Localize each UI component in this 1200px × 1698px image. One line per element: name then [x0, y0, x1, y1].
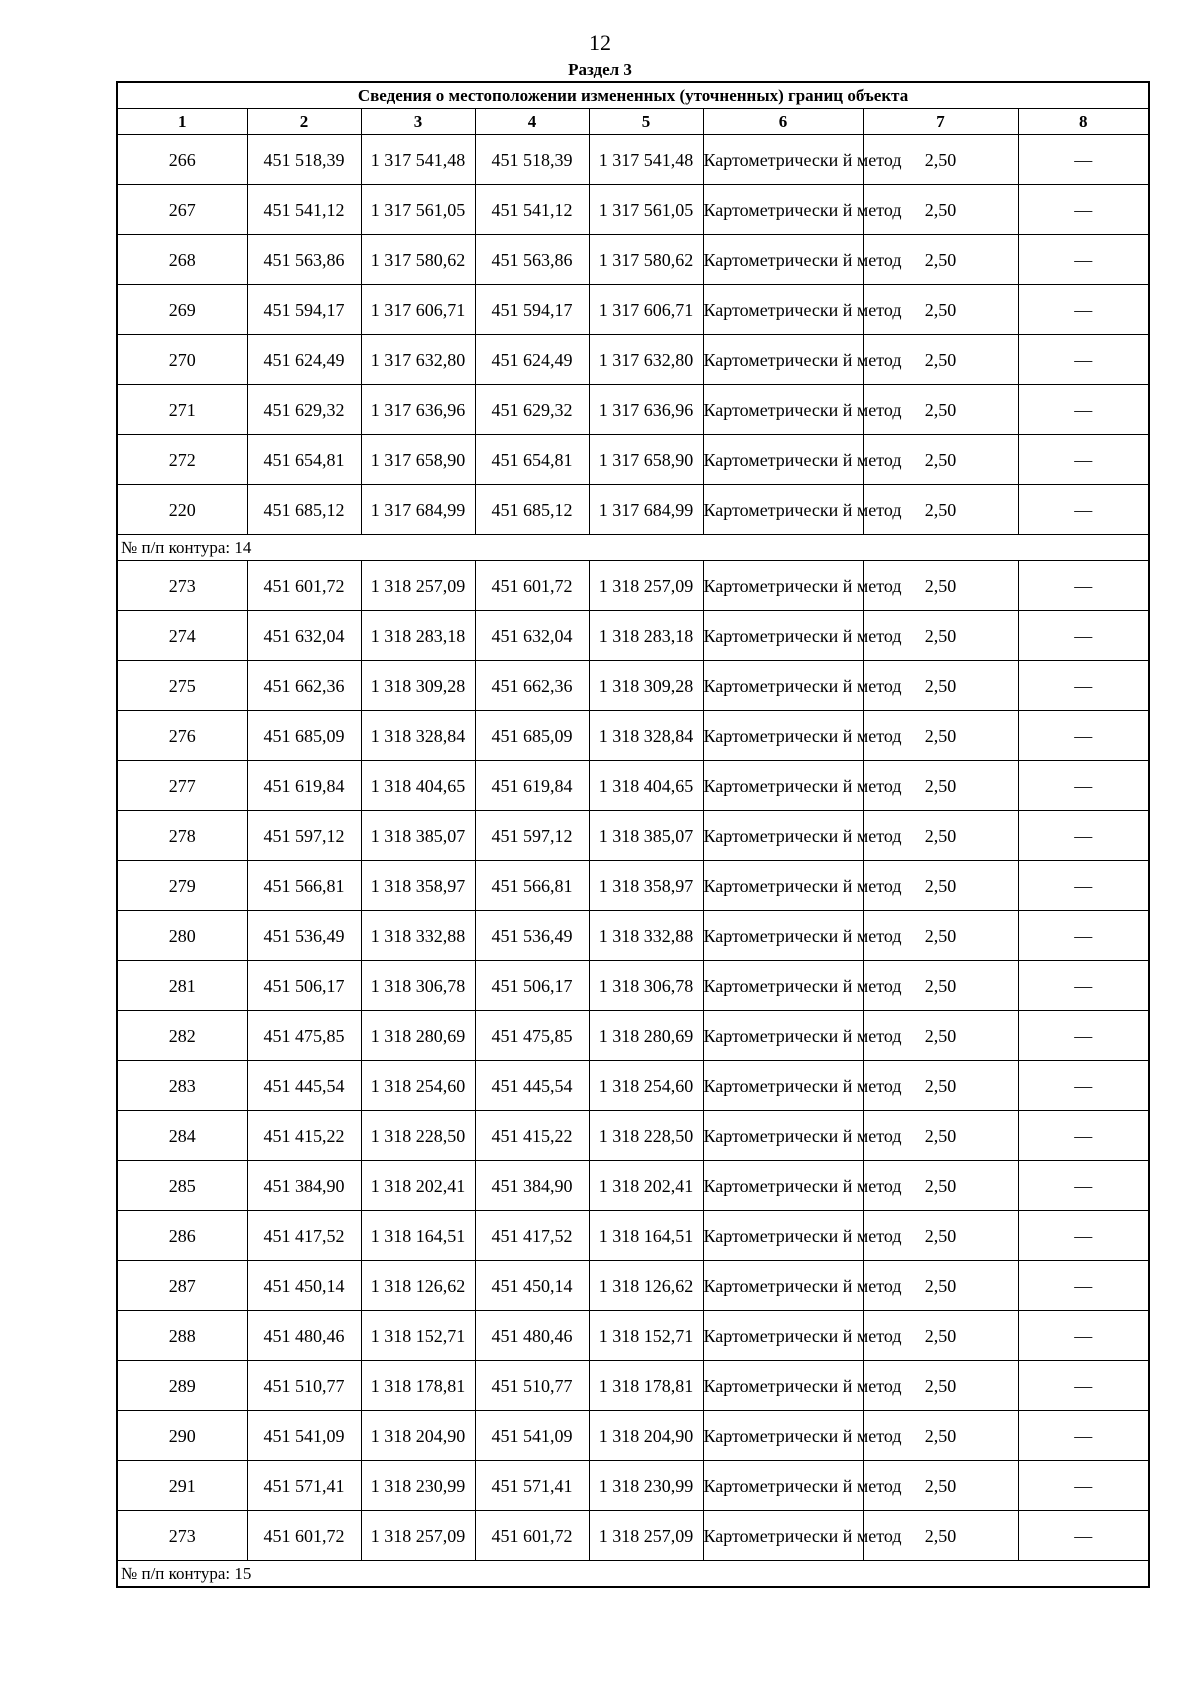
- y-coord-cell: 1 318 280,69: [589, 1011, 703, 1061]
- method-cell: Картометрически й метод: [703, 1511, 863, 1561]
- x-coord-cell: 451 654,81: [247, 435, 361, 485]
- column-header: 7: [863, 109, 1018, 135]
- point-number-cell: 283: [117, 1061, 247, 1111]
- x-coord-cell: 451 384,90: [247, 1161, 361, 1211]
- y-coord-cell: 1 317 636,96: [589, 385, 703, 435]
- point-number-cell: 272: [117, 435, 247, 485]
- accuracy-cell: 2,50: [863, 1061, 1018, 1111]
- table-row: [117, 1511, 1149, 1561]
- x-coord-cell: 451 624,49: [247, 335, 361, 385]
- x-coord-cell: 451 685,12: [247, 485, 361, 535]
- x-coord-cell: 451 510,77: [247, 1361, 361, 1411]
- method-cell: Картометрически й метод: [703, 135, 863, 185]
- x-coord-cell: 451 445,54: [247, 1061, 361, 1111]
- point-number-cell: 274: [117, 611, 247, 661]
- point-number-cell: 267: [117, 185, 247, 235]
- x-coord-cell: 451 475,85: [247, 1011, 361, 1061]
- method-cell: Картометрически й метод: [703, 961, 863, 1011]
- point-number-cell: 282: [117, 1011, 247, 1061]
- table-row: [117, 761, 1149, 811]
- y-coord-cell: 1 317 684,99: [589, 485, 703, 535]
- description-cell: —: [1018, 235, 1149, 285]
- accuracy-cell: 2,50: [863, 1511, 1018, 1561]
- method-cell: Картометрически й метод: [703, 1461, 863, 1511]
- accuracy-cell: 2,50: [863, 285, 1018, 335]
- x-coord-cell: 451 415,22: [247, 1111, 361, 1161]
- point-number-cell: 280: [117, 911, 247, 961]
- table-row: [117, 435, 1149, 485]
- y-coord-cell: 1 318 204,90: [589, 1411, 703, 1461]
- contour-label: № п/п контура: 14: [117, 535, 1149, 561]
- y-coord-cell: 1 317 580,62: [589, 235, 703, 285]
- column-header: 2: [247, 109, 361, 135]
- description-cell: —: [1018, 611, 1149, 661]
- table-row: [117, 285, 1149, 335]
- accuracy-cell: 2,50: [863, 1111, 1018, 1161]
- table-row: [117, 1411, 1149, 1461]
- table-row: [117, 135, 1149, 185]
- table-row: [117, 961, 1149, 1011]
- point-number-cell: 286: [117, 1211, 247, 1261]
- method-cell: Картометрически й метод: [703, 861, 863, 911]
- y-coord-cell: 1 317 632,80: [589, 335, 703, 385]
- x-coord-cell: 451 445,54: [475, 1061, 589, 1111]
- table-row: [117, 911, 1149, 961]
- x-coord-cell: 451 536,49: [247, 911, 361, 961]
- x-coord-cell: 451 571,41: [247, 1461, 361, 1511]
- x-coord-cell: 451 662,36: [475, 661, 589, 711]
- method-cell: Картометрически й метод: [703, 1211, 863, 1261]
- column-header: 1: [117, 109, 247, 135]
- accuracy-cell: 2,50: [863, 911, 1018, 961]
- table-row: [117, 1061, 1149, 1111]
- y-coord-cell: 1 318 257,09: [361, 561, 475, 611]
- x-coord-cell: 451 597,12: [475, 811, 589, 861]
- accuracy-cell: 2,50: [863, 335, 1018, 385]
- accuracy-cell: 2,50: [863, 1011, 1018, 1061]
- method-cell: Картометрически й метод: [703, 1011, 863, 1061]
- y-coord-cell: 1 318 202,41: [361, 1161, 475, 1211]
- point-number-cell: 271: [117, 385, 247, 435]
- point-number-cell: 278: [117, 811, 247, 861]
- y-coord-cell: 1 318 283,18: [589, 611, 703, 661]
- table-row: [117, 1211, 1149, 1261]
- description-cell: —: [1018, 711, 1149, 761]
- method-cell: Картометрически й метод: [703, 1311, 863, 1361]
- table-row: [117, 185, 1149, 235]
- x-coord-cell: 451 480,46: [475, 1311, 589, 1361]
- x-coord-cell: 451 662,36: [247, 661, 361, 711]
- accuracy-cell: 2,50: [863, 235, 1018, 285]
- table-row: [117, 1261, 1149, 1311]
- method-cell: Картометрически й метод: [703, 435, 863, 485]
- column-header: 3: [361, 109, 475, 135]
- method-cell: Картометрически й метод: [703, 1261, 863, 1311]
- accuracy-cell: 2,50: [863, 1311, 1018, 1361]
- y-coord-cell: 1 318 230,99: [361, 1461, 475, 1511]
- table-row: [117, 1161, 1149, 1211]
- y-coord-cell: 1 318 228,50: [361, 1111, 475, 1161]
- y-coord-cell: 1 318 404,65: [361, 761, 475, 811]
- y-coord-cell: 1 318 358,97: [589, 861, 703, 911]
- x-coord-cell: 451 541,12: [247, 185, 361, 235]
- y-coord-cell: 1 318 257,09: [361, 1511, 475, 1561]
- x-coord-cell: 451 384,90: [475, 1161, 589, 1211]
- description-cell: —: [1018, 385, 1149, 435]
- method-cell: Картометрически й метод: [703, 1161, 863, 1211]
- accuracy-cell: 2,50: [863, 1361, 1018, 1411]
- y-coord-cell: 1 317 606,71: [361, 285, 475, 335]
- y-coord-cell: 1 318 283,18: [361, 611, 475, 661]
- y-coord-cell: 1 318 126,62: [361, 1261, 475, 1311]
- y-coord-cell: 1 318 280,69: [361, 1011, 475, 1061]
- point-number-cell: 281: [117, 961, 247, 1011]
- method-cell: Картометрически й метод: [703, 711, 863, 761]
- y-coord-cell: 1 318 306,78: [361, 961, 475, 1011]
- description-cell: —: [1018, 1111, 1149, 1161]
- x-coord-cell: 451 654,81: [475, 435, 589, 485]
- point-number-cell: 273: [117, 1511, 247, 1561]
- x-coord-cell: 451 536,49: [475, 911, 589, 961]
- x-coord-cell: 451 601,72: [247, 561, 361, 611]
- x-coord-cell: 451 594,17: [247, 285, 361, 335]
- y-coord-cell: 1 318 204,90: [361, 1411, 475, 1461]
- method-cell: Картометрически й метод: [703, 185, 863, 235]
- y-coord-cell: 1 318 152,71: [361, 1311, 475, 1361]
- x-coord-cell: 451 597,12: [247, 811, 361, 861]
- y-coord-cell: 1 317 684,99: [361, 485, 475, 535]
- table-row: [117, 561, 1149, 611]
- y-coord-cell: 1 318 385,07: [589, 811, 703, 861]
- accuracy-cell: 2,50: [863, 385, 1018, 435]
- coordinates-table: [116, 81, 1150, 1588]
- table-header-row: [117, 109, 1149, 135]
- accuracy-cell: 2,50: [863, 135, 1018, 185]
- description-cell: —: [1018, 961, 1149, 1011]
- accuracy-cell: 2,50: [863, 485, 1018, 535]
- description-cell: —: [1018, 185, 1149, 235]
- accuracy-cell: 2,50: [863, 1411, 1018, 1461]
- x-coord-cell: 451 450,14: [247, 1261, 361, 1311]
- point-number-cell: 287: [117, 1261, 247, 1311]
- point-number-cell: 288: [117, 1311, 247, 1361]
- y-coord-cell: 1 318 309,28: [361, 661, 475, 711]
- x-coord-cell: 451 415,22: [475, 1111, 589, 1161]
- accuracy-cell: 2,50: [863, 761, 1018, 811]
- table-row: [117, 811, 1149, 861]
- y-coord-cell: 1 317 606,71: [589, 285, 703, 335]
- description-cell: —: [1018, 1461, 1149, 1511]
- method-cell: Картометрически й метод: [703, 485, 863, 535]
- accuracy-cell: 2,50: [863, 1161, 1018, 1211]
- accuracy-cell: 2,50: [863, 1461, 1018, 1511]
- x-coord-cell: 451 632,04: [475, 611, 589, 661]
- contour-row: [117, 1561, 1149, 1588]
- y-coord-cell: 1 318 385,07: [361, 811, 475, 861]
- accuracy-cell: 2,50: [863, 811, 1018, 861]
- y-coord-cell: 1 317 580,62: [361, 235, 475, 285]
- x-coord-cell: 451 510,77: [475, 1361, 589, 1411]
- description-cell: —: [1018, 661, 1149, 711]
- description-cell: —: [1018, 435, 1149, 485]
- description-cell: —: [1018, 1511, 1149, 1561]
- method-cell: Картометрически й метод: [703, 285, 863, 335]
- y-coord-cell: 1 318 126,62: [589, 1261, 703, 1311]
- x-coord-cell: 451 601,72: [475, 561, 589, 611]
- description-cell: —: [1018, 1311, 1149, 1361]
- description-cell: —: [1018, 1061, 1149, 1111]
- x-coord-cell: 451 571,41: [475, 1461, 589, 1511]
- section-title: Раздел 3: [568, 60, 632, 79]
- y-coord-cell: 1 318 164,51: [361, 1211, 475, 1261]
- x-coord-cell: 451 594,17: [475, 285, 589, 335]
- x-coord-cell: 451 417,52: [475, 1211, 589, 1261]
- method-cell: Картометрически й метод: [703, 1061, 863, 1111]
- x-coord-cell: 451 506,17: [247, 961, 361, 1011]
- method-cell: Картометрически й метод: [703, 661, 863, 711]
- description-cell: —: [1018, 761, 1149, 811]
- point-number-cell: 276: [117, 711, 247, 761]
- point-number-cell: 268: [117, 235, 247, 285]
- table-row: [117, 1311, 1149, 1361]
- description-cell: —: [1018, 285, 1149, 335]
- x-coord-cell: 451 632,04: [247, 611, 361, 661]
- table-caption: Сведения о местоположении измененных (уточненных) границ объекта: [117, 82, 1149, 109]
- y-coord-cell: 1 318 257,09: [589, 1511, 703, 1561]
- table-row: [117, 235, 1149, 285]
- method-cell: Картометрически й метод: [703, 1411, 863, 1461]
- method-cell: Картометрически й метод: [703, 235, 863, 285]
- y-coord-cell: 1 318 358,97: [361, 861, 475, 911]
- x-coord-cell: 451 566,81: [247, 861, 361, 911]
- x-coord-cell: 451 541,09: [475, 1411, 589, 1461]
- point-number-cell: 273: [117, 561, 247, 611]
- x-coord-cell: 451 475,85: [475, 1011, 589, 1061]
- table-row: [117, 711, 1149, 761]
- x-coord-cell: 451 563,86: [475, 235, 589, 285]
- x-coord-cell: 451 541,09: [247, 1411, 361, 1461]
- x-coord-cell: 451 563,86: [247, 235, 361, 285]
- accuracy-cell: 2,50: [863, 661, 1018, 711]
- table-row: [117, 1111, 1149, 1161]
- description-cell: —: [1018, 135, 1149, 185]
- method-cell: Картометрически й метод: [703, 761, 863, 811]
- y-coord-cell: 1 318 257,09: [589, 561, 703, 611]
- y-coord-cell: 1 318 230,99: [589, 1461, 703, 1511]
- x-coord-cell: 451 619,84: [475, 761, 589, 811]
- x-coord-cell: 451 619,84: [247, 761, 361, 811]
- accuracy-cell: 2,50: [863, 1211, 1018, 1261]
- point-number-cell: 285: [117, 1161, 247, 1211]
- description-cell: —: [1018, 861, 1149, 911]
- y-coord-cell: 1 317 561,05: [589, 185, 703, 235]
- method-cell: Картометрически й метод: [703, 911, 863, 961]
- y-coord-cell: 1 318 309,28: [589, 661, 703, 711]
- x-coord-cell: 451 541,12: [475, 185, 589, 235]
- table-row: [117, 335, 1149, 385]
- y-coord-cell: 1 318 254,60: [361, 1061, 475, 1111]
- column-header: 8: [1018, 109, 1149, 135]
- point-number-cell: 277: [117, 761, 247, 811]
- y-coord-cell: 1 318 332,88: [361, 911, 475, 961]
- page-number: 12: [589, 30, 611, 55]
- table-caption-row: [117, 82, 1149, 109]
- description-cell: —: [1018, 335, 1149, 385]
- method-cell: Картометрически й метод: [703, 611, 863, 661]
- table-row: [117, 385, 1149, 435]
- description-cell: —: [1018, 1261, 1149, 1311]
- description-cell: —: [1018, 911, 1149, 961]
- table-row: [117, 1461, 1149, 1511]
- y-coord-cell: 1 317 541,48: [361, 135, 475, 185]
- point-number-cell: 269: [117, 285, 247, 335]
- x-coord-cell: 451 685,12: [475, 485, 589, 535]
- y-coord-cell: 1 318 306,78: [589, 961, 703, 1011]
- x-coord-cell: 451 480,46: [247, 1311, 361, 1361]
- point-number-cell: 275: [117, 661, 247, 711]
- x-coord-cell: 451 601,72: [475, 1511, 589, 1561]
- y-coord-cell: 1 317 636,96: [361, 385, 475, 435]
- x-coord-cell: 451 629,32: [247, 385, 361, 435]
- description-cell: —: [1018, 485, 1149, 535]
- y-coord-cell: 1 318 202,41: [589, 1161, 703, 1211]
- y-coord-cell: 1 318 254,60: [589, 1061, 703, 1111]
- y-coord-cell: 1 318 332,88: [589, 911, 703, 961]
- y-coord-cell: 1 317 561,05: [361, 185, 475, 235]
- method-cell: Картометрически й метод: [703, 385, 863, 435]
- table-row: [117, 661, 1149, 711]
- column-header: 6: [703, 109, 863, 135]
- method-cell: Картометрически й метод: [703, 335, 863, 385]
- point-number-cell: 270: [117, 335, 247, 385]
- accuracy-cell: 2,50: [863, 611, 1018, 661]
- x-coord-cell: 451 624,49: [475, 335, 589, 385]
- accuracy-cell: 2,50: [863, 561, 1018, 611]
- table-row: [117, 611, 1149, 661]
- y-coord-cell: 1 317 658,90: [589, 435, 703, 485]
- point-number-cell: 220: [117, 485, 247, 535]
- method-cell: Картометрически й метод: [703, 1361, 863, 1411]
- y-coord-cell: 1 318 328,84: [361, 711, 475, 761]
- description-cell: —: [1018, 811, 1149, 861]
- y-coord-cell: 1 317 658,90: [361, 435, 475, 485]
- table-row: [117, 485, 1149, 535]
- description-cell: —: [1018, 1211, 1149, 1261]
- y-coord-cell: 1 318 178,81: [589, 1361, 703, 1411]
- description-cell: —: [1018, 1411, 1149, 1461]
- x-coord-cell: 451 518,39: [475, 135, 589, 185]
- table-row: [117, 1361, 1149, 1411]
- x-coord-cell: 451 506,17: [475, 961, 589, 1011]
- contour-row: [117, 535, 1149, 561]
- method-cell: Картометрически й метод: [703, 1111, 863, 1161]
- y-coord-cell: 1 318 178,81: [361, 1361, 475, 1411]
- x-coord-cell: 451 518,39: [247, 135, 361, 185]
- x-coord-cell: 451 601,72: [247, 1511, 361, 1561]
- accuracy-cell: 2,50: [863, 1261, 1018, 1311]
- x-coord-cell: 451 685,09: [247, 711, 361, 761]
- contour-label: № п/п контура: 15: [117, 1561, 1149, 1588]
- x-coord-cell: 451 629,32: [475, 385, 589, 435]
- accuracy-cell: 2,50: [863, 185, 1018, 235]
- description-cell: —: [1018, 561, 1149, 611]
- x-coord-cell: 451 417,52: [247, 1211, 361, 1261]
- description-cell: —: [1018, 1361, 1149, 1411]
- method-cell: Картометрически й метод: [703, 811, 863, 861]
- table-row: [117, 1011, 1149, 1061]
- accuracy-cell: 2,50: [863, 711, 1018, 761]
- x-coord-cell: 451 566,81: [475, 861, 589, 911]
- column-header: 5: [589, 109, 703, 135]
- accuracy-cell: 2,50: [863, 861, 1018, 911]
- y-coord-cell: 1 318 328,84: [589, 711, 703, 761]
- y-coord-cell: 1 317 541,48: [589, 135, 703, 185]
- point-number-cell: 290: [117, 1411, 247, 1461]
- y-coord-cell: 1 318 228,50: [589, 1111, 703, 1161]
- accuracy-cell: 2,50: [863, 435, 1018, 485]
- method-cell: Картометрически й метод: [703, 561, 863, 611]
- x-coord-cell: 451 685,09: [475, 711, 589, 761]
- description-cell: —: [1018, 1161, 1149, 1211]
- y-coord-cell: 1 318 164,51: [589, 1211, 703, 1261]
- point-number-cell: 279: [117, 861, 247, 911]
- y-coord-cell: 1 318 152,71: [589, 1311, 703, 1361]
- point-number-cell: 289: [117, 1361, 247, 1411]
- point-number-cell: 266: [117, 135, 247, 185]
- table-row: [117, 861, 1149, 911]
- y-coord-cell: 1 318 404,65: [589, 761, 703, 811]
- column-header: 4: [475, 109, 589, 135]
- x-coord-cell: 451 450,14: [475, 1261, 589, 1311]
- y-coord-cell: 1 317 632,80: [361, 335, 475, 385]
- accuracy-cell: 2,50: [863, 961, 1018, 1011]
- description-cell: —: [1018, 1011, 1149, 1061]
- point-number-cell: 291: [117, 1461, 247, 1511]
- table-body: [117, 82, 1149, 1587]
- point-number-cell: 284: [117, 1111, 247, 1161]
